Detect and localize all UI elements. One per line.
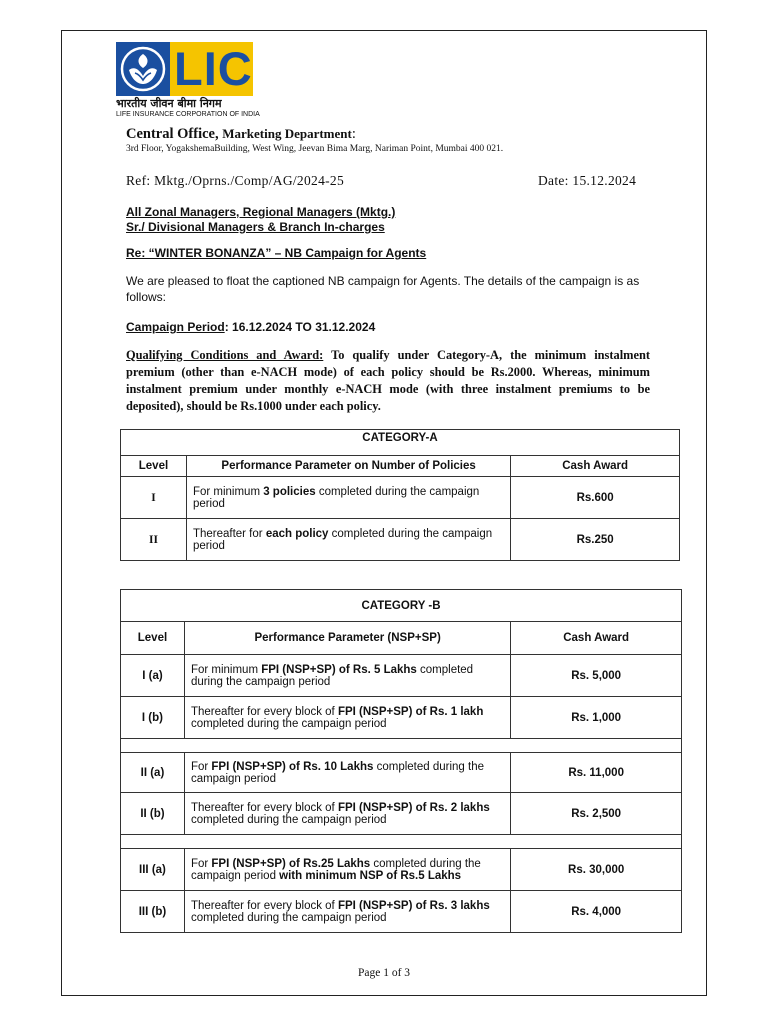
category-b-table (120, 589, 682, 933)
level-cell: I (b) (121, 697, 185, 739)
award-cell: Rs. 30,000 (511, 849, 682, 891)
qualifying-label: Qualifying Conditions and Award: (126, 348, 324, 362)
parameter-cell: Thereafter for every block of FPI (NSP+SP) of Rs. 2 lakhs completed during the campaign period (184, 793, 510, 835)
parameter-cell: For minimum FPI (NSP+SP) of Rs. 5 Lakhs completed during the campaign period (184, 655, 510, 697)
level-cell: II (a) (121, 753, 185, 793)
level-cell: I (121, 477, 187, 519)
recipients-line-1: All Zonal Managers, Regional Managers (Mktg.) (126, 205, 396, 219)
category-a-title: CATEGORY-A (121, 430, 680, 456)
campaign-period-value: : 16.12.2024 TO 31.12.2024 (224, 320, 376, 334)
parameter-cell: Thereafter for each policy completed during the campaign period (186, 519, 510, 561)
parameter-cell: Thereafter for every block of FPI (NSP+SP) of Rs. 3 lakhs completed during the campaign period (184, 891, 510, 933)
table-row (121, 477, 680, 519)
office-colon: : (351, 126, 356, 142)
table-row (121, 753, 682, 793)
office-header (126, 126, 356, 143)
award-cell: Rs. 4,000 (511, 891, 682, 933)
award-cell: Rs.600 (511, 477, 680, 519)
qualifying-conditions (126, 347, 650, 415)
reference-number: Ref: Mktg./Oprns./Comp/AG/2024-25 (126, 173, 345, 188)
parameter-cell: For minimum 3 policies completed during the campaign period (186, 477, 510, 519)
award-cell: Rs. 11,000 (511, 753, 682, 793)
category-b-header-parameter: Performance Parameter (NSP+SP) (184, 622, 510, 655)
award-cell: Rs. 1,000 (511, 697, 682, 739)
level-cell: III (a) (121, 849, 185, 891)
parameter-cell: For FPI (NSP+SP) of Rs. 10 Lakhs completed during the campaign period (184, 753, 510, 793)
level-cell: II (121, 519, 187, 561)
level-cell: I (a) (121, 655, 185, 697)
office-dept: Marketing Department (222, 126, 352, 141)
table-row (121, 655, 682, 697)
table-row (121, 793, 682, 835)
table-spacer-row (121, 835, 682, 849)
category-b-header-level: Level (121, 622, 185, 655)
office-address: 3rd Floor, YogakshemaBuilding, West Wing, Jeevan Bima Marg, Nariman Point, Mumbai 400 021. (126, 144, 504, 154)
award-cell: Rs. 5,000 (511, 655, 682, 697)
table-row (121, 849, 682, 891)
office-title: Central Office, (126, 126, 219, 142)
qualifying-text: To qualify under Category-A, the minimum instalment premium (other than e-NACH mode) of each policy should be Rs.2000. Whereas, minimum instalment premium under monthly e-NACH mode (with three instalment premiums to be deposited), should be Rs.1000 under each policy. (126, 348, 650, 413)
table-row (121, 519, 680, 561)
page-number: Page 1 of 3 (357, 967, 411, 979)
category-b-header-award: Cash Award (511, 622, 682, 655)
parameter-cell: Thereafter for every block of FPI (NSP+SP) of Rs. 1 lakh completed during the campaign period (184, 697, 510, 739)
category-a-header-award: Cash Award (511, 456, 680, 477)
recipients-line-2: Sr./ Divisional Managers & Branch In-charges (126, 220, 385, 234)
award-cell: Rs. 2,500 (511, 793, 682, 835)
table-spacer-row (121, 739, 682, 753)
category-a-header-parameter: Performance Parameter on Number of Policies (186, 456, 510, 477)
lic-hindi-name: भारतीय जीवन बीमा निगम (116, 97, 222, 110)
level-cell: III (b) (121, 891, 185, 933)
lic-emblem-icon (116, 42, 170, 96)
lic-brand-text: LIC (174, 42, 253, 95)
table-row (121, 697, 682, 739)
category-a-header-level: Level (121, 456, 187, 477)
subject-line: Re: “WINTER BONANZA” – NB Campaign for Agents (126, 246, 427, 260)
campaign-period-label: Campaign Period (126, 320, 225, 334)
intro-paragraph: We are pleased to float the captioned NB campaign for Agents. The details of the campaign is as follows: (126, 274, 640, 304)
campaign-period (126, 320, 375, 334)
level-cell: II (b) (121, 793, 185, 835)
table-row (121, 891, 682, 933)
parameter-cell: For FPI (NSP+SP) of Rs.25 Lakhs completed during the campaign period with minimum NSP of Rs.5 Lakhs (184, 849, 510, 891)
lic-logo (116, 42, 253, 96)
category-a-table (120, 429, 680, 561)
letter-date: Date: 15.12.2024 (538, 173, 637, 188)
category-b-title: CATEGORY -B (121, 590, 682, 622)
award-cell: Rs.250 (511, 519, 680, 561)
lic-english-name: LIFE INSURANCE CORPORATION OF INDIA (116, 111, 260, 118)
